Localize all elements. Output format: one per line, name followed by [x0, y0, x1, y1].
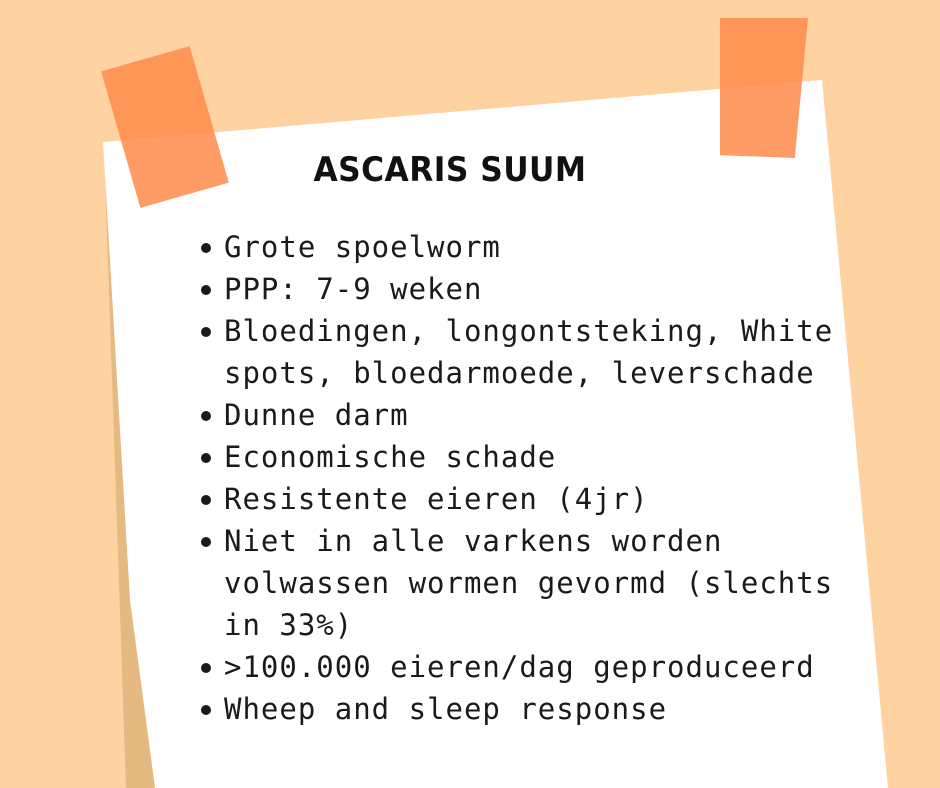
list-item-text: Economische schade	[224, 440, 557, 474]
list-item	[198, 394, 838, 436]
list-item	[198, 268, 838, 310]
list-item-text: Bloedingen, longontsteking, White spots, bloedarmoede, leverschade	[224, 314, 834, 390]
list-item-text: PPP: 7-9 weken	[224, 272, 483, 306]
note-title: ASCARIS SUUM	[313, 150, 587, 190]
list-item	[198, 478, 838, 520]
list-item-text: Dunne darm	[224, 398, 409, 432]
list-item	[198, 436, 838, 478]
list-item-text: Niet in alle varkens worden volwassen wormen gevormd (slechts in 33%)	[224, 524, 834, 642]
list-item	[198, 310, 838, 394]
list-item	[198, 226, 838, 268]
bullet-list	[198, 226, 838, 730]
list-item-text: Resistente eieren (4jr)	[224, 482, 649, 516]
list-item-text: Grote spoelworm	[224, 230, 501, 264]
list-item-text: Wheep and sleep response	[224, 692, 668, 726]
list-item	[198, 646, 838, 688]
tape-right	[720, 18, 808, 158]
list-item	[198, 520, 838, 646]
list-item-text: >100.000 eieren/dag geproduceerd	[224, 650, 815, 684]
list-item	[198, 688, 838, 730]
